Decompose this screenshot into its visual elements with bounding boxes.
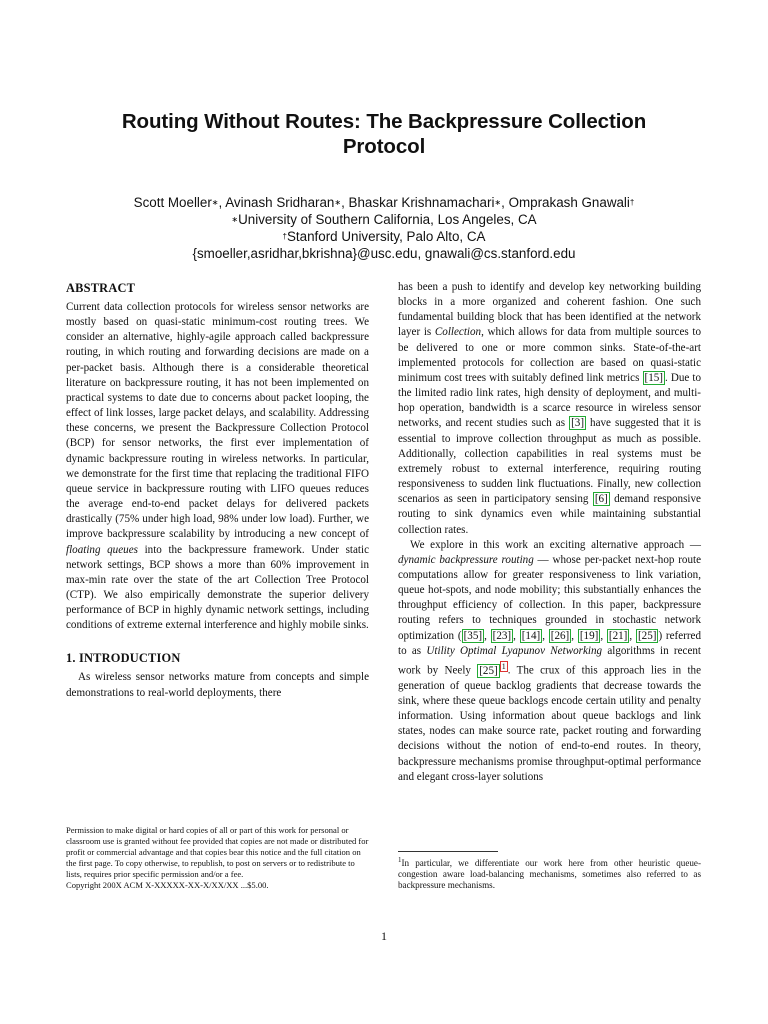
paper-title: [60, 109, 708, 159]
author-name: Scott Moeller: [133, 195, 212, 210]
citation-link[interactable]: [35]: [463, 629, 483, 642]
citation-link[interactable]: [6]: [594, 493, 608, 506]
title-line-2: Protocol: [342, 135, 426, 158]
affiliation-mark: ∗: [231, 215, 239, 224]
citation-link[interactable]: [26]: [550, 629, 570, 642]
citation-link[interactable]: [15]: [644, 371, 663, 384]
footnote-text: In particular, we differentiate our work here from other heuristic queue-congestion aware load-balancing mechanisms, sometimes also referred to as backpressure mechanisms.: [398, 858, 701, 891]
citation-link[interactable]: [23]: [492, 629, 512, 642]
footnote-mark: 1: [398, 856, 402, 864]
introduction-heading: 1. INTRODUCTION: [66, 651, 181, 666]
citation-link[interactable]: [25]: [479, 664, 498, 677]
footnote-divider: [398, 851, 498, 852]
footnote: [398, 855, 701, 892]
emphasis-floating-queues: floating queues: [66, 543, 138, 556]
citation-link[interactable]: [14]: [521, 629, 541, 642]
affiliation-text: University of Southern California, Los Angeles, CA: [238, 212, 537, 227]
abstract-heading: ABSTRACT: [66, 281, 136, 295]
footnote-link[interactable]: 1: [501, 661, 506, 671]
title-line-1: Routing Without Routes: The Backpressure Collection: [121, 110, 647, 133]
affiliation-stanford: [40, 228, 728, 245]
author-block: [40, 194, 728, 262]
citation-link[interactable]: [19]: [579, 629, 599, 642]
emphasis-utility-optimal: Utility Optimal Lyapunov Networking: [426, 644, 603, 657]
introduction-paragraph: As wireless sensor networks mature from concepts and simple demonstrations to real-world deployments, there: [66, 671, 369, 699]
left-column: [66, 280, 369, 701]
author-mark: ∗: [334, 198, 342, 207]
permission-text: Permission to make digital or hard copies of all or part of this work for personal or classroom use is granted without fee provided that copies are not made or distributed for profit or commercial advantage and that copies bear this notice and the full citation on the first page. To copy otherwise, to republish, to post on servers or to redistribute to lists, requires prior specific permission and/or a fee.: [66, 825, 369, 879]
emphasis-dynamic-backpressure: dynamic backpressure routing: [398, 553, 534, 566]
affiliation-mark: †: [282, 232, 287, 241]
page-number: 1: [381, 929, 387, 943]
affiliation-text: Stanford University, Palo Alto, CA: [286, 229, 486, 244]
author-name: Avinash Sridharan: [225, 195, 335, 210]
citation-link[interactable]: [3]: [571, 417, 585, 430]
author-mark: †: [629, 198, 635, 207]
copyright-line: Copyright 200X ACM X-XXXXX-XX-X/XX/XX ...$5.00.: [66, 879, 269, 890]
author-mark: ∗: [211, 198, 219, 207]
author-name: Omprakash Gnawali: [508, 195, 630, 210]
author-name: Bhaskar Krishnamachari: [348, 195, 495, 210]
abstract-paragraph: Current data collection protocols for wireless sensor networks are mostly based on quasi-static minimum-cost routing trees. We consider an alternative, highly-agile approach called backpressure routing, in which routing and forwarding decisions are made on a per-packet basis. Although there is a considerable theoretical literature on backpressure routing, it has not been implemented on practical systems to date due to concerns about packet looping, the effect of link losses, large packet delays, and scalability. Addressing these concerns, we present the Backpressure Collection Protocol (BCP) for sensor networks, the first ever implementation of dynamic backpressure routing in wireless networks. In particular, we demonstrate for the first time that replacing the traditional FIFO queue service in backpressure routing with LIFO queues reduces the average end-to-end packet delays for delivered packets drastically (75% under high load, 98% under low load). Further, we improve backpressure scalability by introducing a new concept of floating queues into the backpressure framework. Under static network settings, BCP shows a more than 60% improvement in max-min rate over the state of the art Collection Tree Protocol (CTP). We also empirically demonstrate the superior delivery performance of BCP in highly dynamic network settings, including conditions of extreme external interference and highly mobile sinks.: [66, 301, 369, 632]
emphasis-collection: Collection: [434, 326, 482, 339]
citation-link[interactable]: [25]: [637, 629, 657, 642]
backpressure-paragraph: We explore in this work an exciting alternative approach — dynamic backpressure routing — whose per-packet next-hop route computations allow for greater responsiveness to link variation, queue hot-spots, and node mobility; this substantially enhances the throughput efficiency of collection. In this paper, backpressure routing refers to techniques grounded in stochastic network optimization ( [35] , [23] , [14] , [26] , [19] , [21] , [25] ) referred to as Utility Optimal Lyapunov Networking algorithms in recent work by Neely [25] $^1$ . The crux of this approach lies in the generation of queue backlog gradients that decrease towards the sink, where these queue backlogs encode certain utility and penalty information. Using information about queue backlogs and link states, nodes can make source rate, packet routing and forwarding decisions without the notion of end-to-end routes. In theory, backpressure mechanisms promise throughput-optimal performance and elegant cross-layer solutions: [398, 538, 702, 783]
author-emails: {smoeller,asridhar,bkrishna}@usc.edu, gnawali@cs.stanford.edu: [192, 246, 576, 261]
author-names: Scott Moeller∗, Avinash Sridharan∗, Bhaskar Krishnamachari∗, Omprakash Gnawali†: [133, 195, 635, 210]
intro-continued-paragraph: has been a push to identify and develop key networking building blocks in a more organized and coherent fashion. One such fundamental building block that has been identified at the network layer is Collection, which allows for data from multiple sources to be delivered to one or more common sinks. State-of-the-art implemented protocols for collection are based on quasi-static minimum cost trees with suitably defined link metrics [15] . Due to the limited radio link rates, high density of deployment, and multi-hop operation, bandwidth is a scarce resource in wireless sensor networks, and recent studies such as [3] have suggested that it is essential to improve collection throughput as much as possible. Additionally, collection capabilities in real systems must be extremely robust to external interference, requiring routing responsiveness to sudden link fluctuations. Finally, new collection scenarios as seen in participatory sensing [6] demand responsive routing to sink dynamics even while maintaining substantial collection rates.: [398, 281, 702, 536]
citation-link[interactable]: [21]: [608, 629, 628, 642]
right-column: [398, 280, 701, 785]
affiliation-usc: [40, 211, 728, 228]
author-mark: ∗: [494, 198, 502, 207]
permission-notice: [66, 825, 369, 890]
